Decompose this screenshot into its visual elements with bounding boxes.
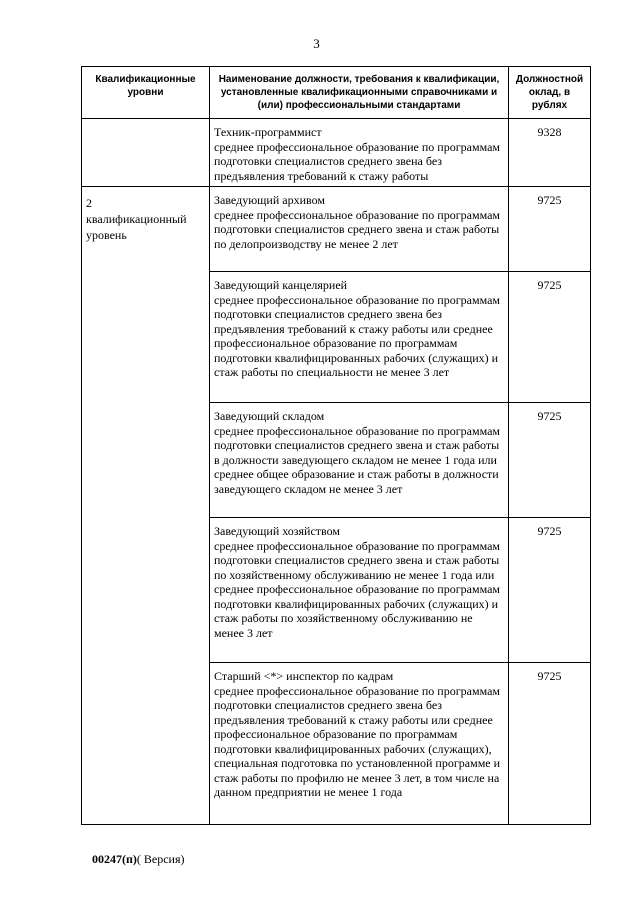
document-code-suffix: ( Версия) [136, 852, 185, 866]
position-title: Заведующий канцелярией [214, 278, 348, 292]
table-header-row [82, 67, 591, 119]
position-title: Заведующий складом [214, 409, 325, 423]
level-cell [82, 187, 210, 825]
position-title: Техник-программист [214, 125, 322, 139]
salary-cell: 9725 [509, 272, 591, 403]
position-title: Заведующий хозяйством [214, 524, 340, 538]
salary-cell: 9725 [509, 663, 591, 825]
position-requirement: среднее профессиональное образование по программам подготовки специалистов среднего звена и стаж работы в должности заведующего складом не менее 1 года или среднее общее образование и стаж работы в должности заведующего складом не менее 3 лет [214, 423, 501, 496]
position-requirement: среднее профессиональное образование по программам подготовки специалистов среднего звена без предъявления требований к стажу работы или среднее профессиональное образование по программам подготовки квалифицированных рабочих (служащих), специальная подготовка по установленной программе и стаж работы по профилю не менее 3 лет, в том числе на данном предприятии не менее 1 года [214, 683, 501, 799]
position-title: Старший <*> инспектор по кадрам [214, 669, 394, 683]
position-requirement: среднее профессиональное образование по программам подготовки специалистов среднего звена без предъявления требований к стажу работы [214, 139, 501, 183]
page-number: 3 [313, 36, 320, 51]
table-row [82, 187, 591, 272]
position-requirement: среднее профессиональное образование по программам подготовки специалистов среднего звена и стаж работы по хозяйственному обслуживанию не менее 1 года или среднее профессиональное образование по программам подготовки квалифицированных рабочих (служащих) и стаж работы по хозяйственному обслуживанию не менее 3 лет [214, 538, 501, 640]
salary-cell: 9725 [509, 403, 591, 518]
position-requirement: среднее профессиональное образование по программам подготовки специалистов среднего звена и стаж работы по делопроизводству не менее 2 лет [214, 207, 501, 251]
position-cell [210, 119, 509, 187]
position-title: Заведующий архивом [214, 193, 325, 207]
position-cell [210, 272, 509, 403]
level-number: 2 [86, 196, 92, 210]
position-cell [210, 663, 509, 825]
header-salary: Должностной оклад, в рублях [509, 67, 591, 119]
salary-cell: 9328 [509, 119, 591, 187]
header-levels: Квалификационные уровни [82, 67, 210, 119]
document-code-number: 00247(п) [92, 852, 137, 866]
qualification-table [81, 66, 591, 825]
position-requirement: среднее профессиональное образование по программам подготовки специалистов среднего звена без предъявления требований к стажу работы или среднее профессиональное образование по программам подготовки квалифицированных рабочих (служащих) и стаж работы по специальности не менее 3 лет [214, 292, 501, 379]
level-cell-empty [82, 119, 210, 187]
table-row [82, 119, 591, 187]
position-cell [210, 403, 509, 518]
document-code [92, 852, 185, 867]
position-cell [210, 518, 509, 663]
header-positions: Наименование должности, требования к квалификации, установленные квалификационными справочниками и (или) профессиональными стандартами [210, 67, 509, 119]
level-label: квалификационный уровень [86, 212, 187, 242]
salary-cell: 9725 [509, 518, 591, 663]
salary-cell: 9725 [509, 187, 591, 272]
position-cell [210, 187, 509, 272]
